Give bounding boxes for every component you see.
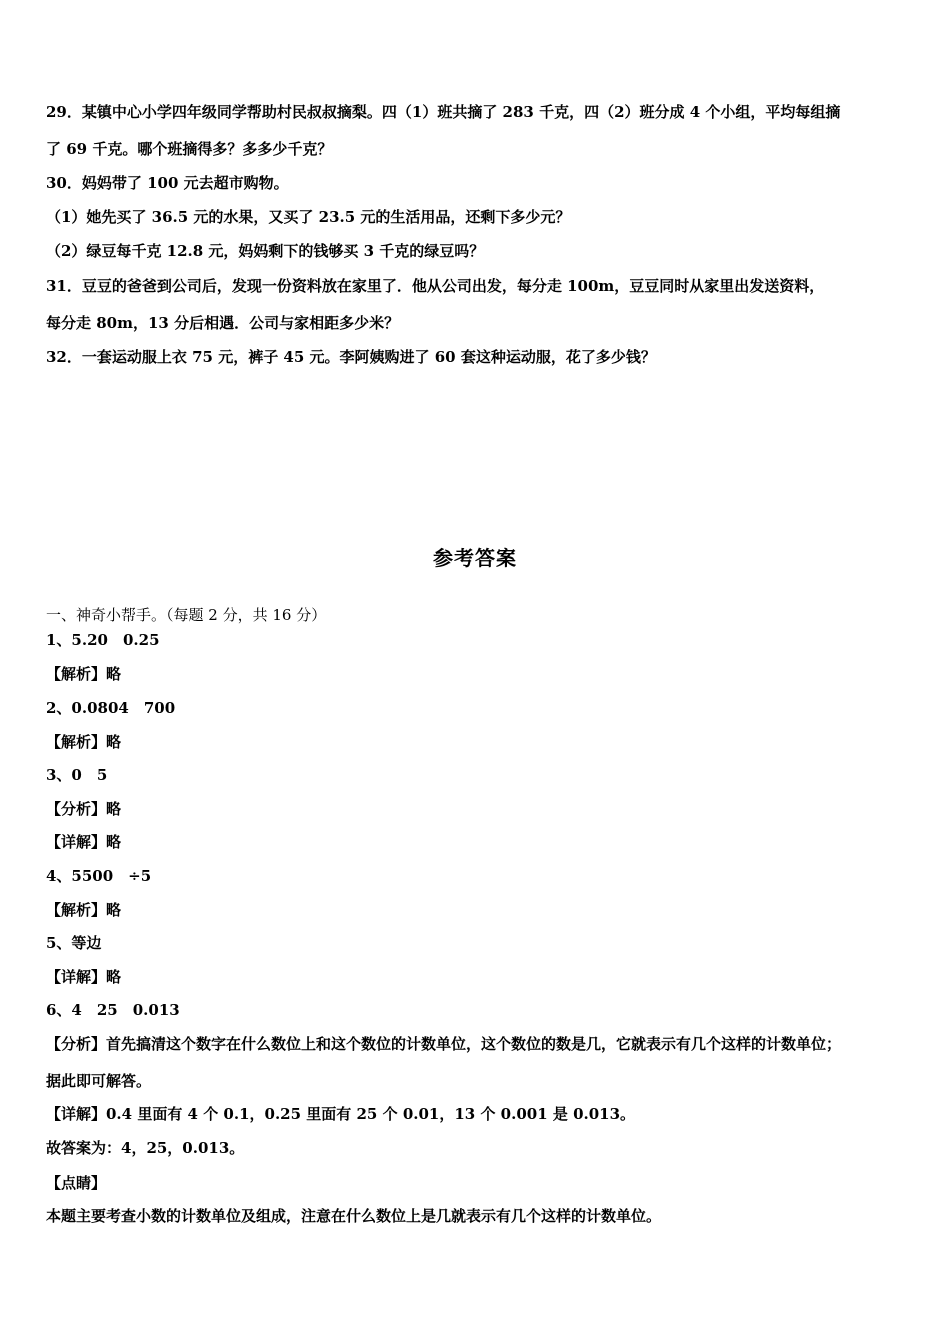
answer-3: 3、0 5	[46, 766, 108, 784]
answer-4: 4、5500 ÷5	[46, 867, 152, 885]
question-30-part-1: （1）她先买了 36.5 元的水果，又买了 23.5 元的生活用品，还剩下多少元？	[46, 208, 571, 226]
answer-6-analysis-line-1: 【分析】首先搞清这个数字在什么数位上和这个数位的计数单位，这个数位的数是几，它就表示有几个这样的计数单位；	[46, 1035, 842, 1053]
question-29-line-1: 29．某镇中心小学四年级同学帮助村民叔叔摘梨。四（1）班共摘了 283 千克，四（2）班分成 4 个小组，平均每组摘	[46, 103, 841, 121]
answer-2-note: 【解析】略	[46, 733, 122, 751]
answer-6-detail: 【详解】0.4 里面有 4 个 0.1，0.25 里面有 25 个 0.01，13 个 0.001 是 0.013。	[46, 1105, 636, 1123]
answers-section-heading: 一、神奇小帮手。（每题 2 分，共 16 分）	[46, 606, 327, 624]
question-31-line-2: 每分走 80m，13 分后相遇．公司与家相距多少米？	[46, 314, 400, 332]
question-31-line-1: 31．豆豆的爸爸到公司后，发现一份资料放在家里了．他从公司出发，每分走 100m，豆豆同时从家里出发送资料，	[46, 277, 825, 295]
answer-2: 2、0.0804 700	[46, 699, 176, 717]
answers-title: 参考答案	[433, 546, 517, 570]
answer-3-analysis: 【分析】略	[46, 800, 122, 818]
answer-6: 6、4 25 0.013	[46, 1001, 180, 1019]
answer-5-note: 【详解】略	[46, 968, 122, 986]
answer-3-detail: 【详解】略	[46, 833, 122, 851]
answer-6-result: 故答案为：4，25，0.013。	[46, 1139, 245, 1157]
question-30-part-2: （2）绿豆每千克 12.8 元，妈妈剩下的钱够买 3 千克的绿豆吗？	[46, 242, 485, 260]
question-32: 32．一套运动服上衣 75 元，裤子 45 元。李阿姨购进了 60 套这种运动服，花了多少钱？	[46, 348, 656, 366]
question-30: 30．妈妈带了 100 元去超市购物。	[46, 174, 289, 192]
answer-6-tip-label: 【点睛】	[46, 1174, 107, 1192]
answer-6-analysis-line-2: 据此即可解答。	[46, 1072, 152, 1090]
answer-1-note: 【解析】略	[46, 665, 122, 683]
answer-1: 1、5.20 0.25	[46, 631, 160, 649]
answer-5: 5、等边	[46, 934, 102, 952]
question-29-line-2: 了 69 千克。哪个班摘得多？多多少千克？	[46, 140, 333, 158]
answer-6-tip: 本题主要考查小数的计数单位及组成，注意在什么数位上是几就表示有几个这样的计数单位。	[46, 1207, 662, 1225]
answer-4-note: 【解析】略	[46, 901, 122, 919]
